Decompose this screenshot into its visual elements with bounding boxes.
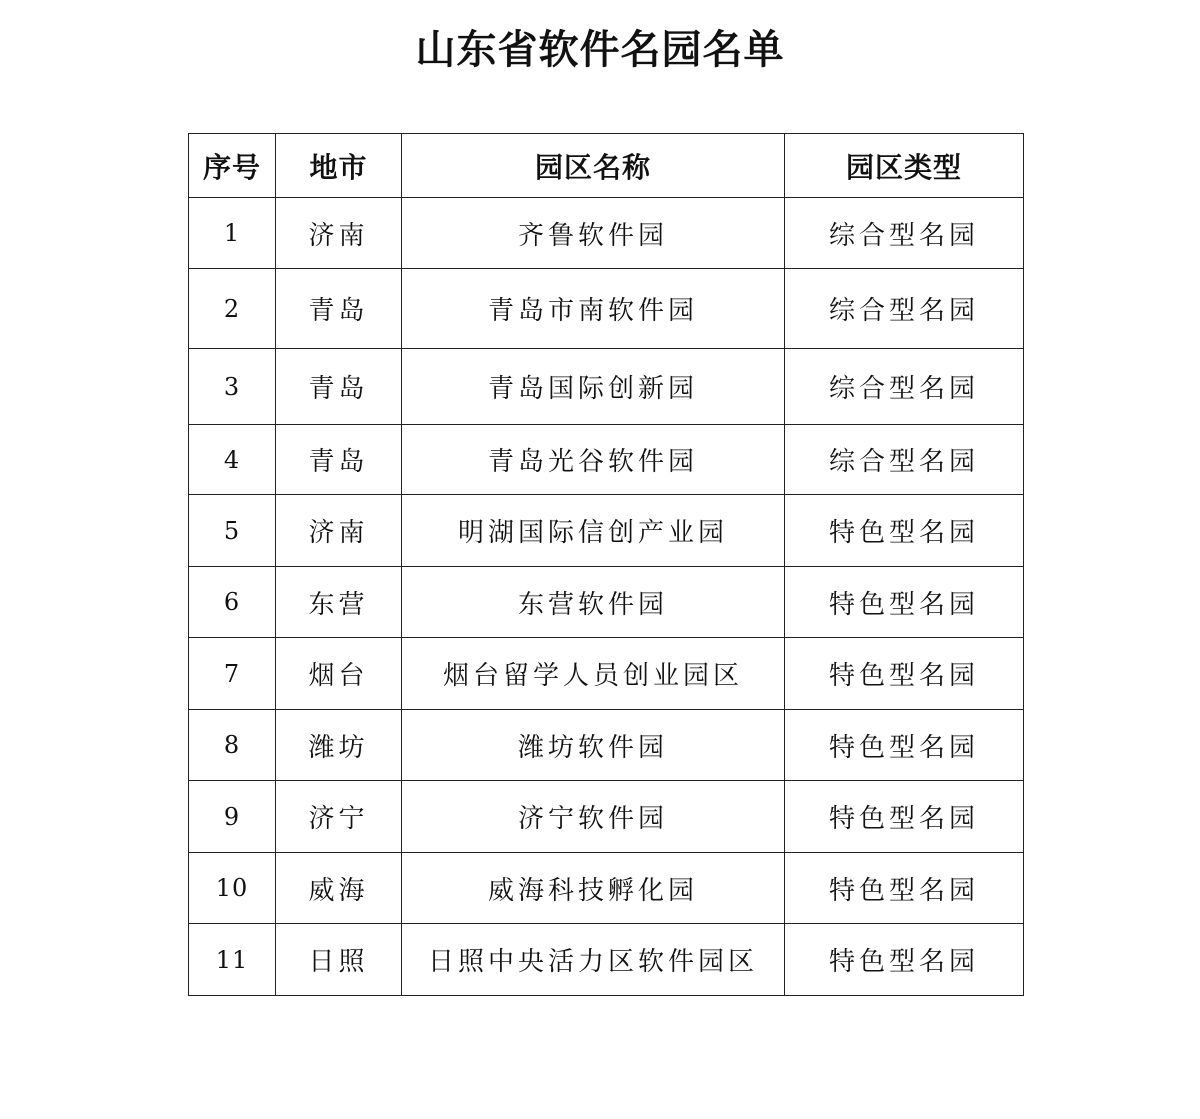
- cell-index: 6: [189, 567, 276, 638]
- table-row: [189, 198, 1024, 269]
- cell-city: 烟台: [276, 638, 402, 710]
- cell-city: 济南: [276, 495, 402, 567]
- table-row: [189, 781, 1024, 853]
- cell-index: 1: [189, 198, 276, 269]
- header-park-type: 园区类型: [785, 134, 1024, 198]
- cell-index: 9: [189, 781, 276, 853]
- park-list-table: [188, 133, 1024, 996]
- cell-city: 济宁: [276, 781, 402, 853]
- cell-city: 济南: [276, 198, 402, 269]
- page-title: 山东省软件名园名单: [415, 26, 785, 73]
- cell-index: 8: [189, 710, 276, 781]
- cell-index: 5: [189, 495, 276, 567]
- cell-park-name: 潍坊软件园: [402, 710, 785, 781]
- table-row: [189, 567, 1024, 638]
- header-index: 序号: [189, 134, 276, 198]
- cell-city: 日照: [276, 924, 402, 996]
- cell-park-type: 特色型名园: [785, 924, 1024, 996]
- cell-city: 威海: [276, 853, 402, 924]
- cell-index: 10: [189, 853, 276, 924]
- cell-index: 7: [189, 638, 276, 710]
- cell-index: 2: [189, 269, 276, 349]
- table-row: [189, 853, 1024, 924]
- cell-park-name: 青岛光谷软件园: [402, 425, 785, 495]
- cell-park-type: 特色型名园: [785, 781, 1024, 853]
- cell-park-type: 特色型名园: [785, 638, 1024, 710]
- cell-index: 3: [189, 349, 276, 425]
- cell-park-type: 特色型名园: [785, 853, 1024, 924]
- cell-park-type: 综合型名园: [785, 269, 1024, 349]
- cell-park-name: 日照中央活力区软件园区: [402, 924, 785, 996]
- cell-city: 青岛: [276, 349, 402, 425]
- table-row: [189, 924, 1024, 996]
- cell-park-type: 特色型名园: [785, 567, 1024, 638]
- cell-park-name: 东营软件园: [402, 567, 785, 638]
- cell-index: 4: [189, 425, 276, 495]
- cell-park-name: 齐鲁软件园: [402, 198, 785, 269]
- table-row: [189, 425, 1024, 495]
- table-row: [189, 710, 1024, 781]
- header-park-name: 园区名称: [402, 134, 785, 198]
- table-row: [189, 269, 1024, 349]
- cell-city: 青岛: [276, 269, 402, 349]
- cell-city: 潍坊: [276, 710, 402, 781]
- cell-city: 东营: [276, 567, 402, 638]
- table-row: [189, 349, 1024, 425]
- cell-city: 青岛: [276, 425, 402, 495]
- cell-park-name: 烟台留学人员创业园区: [402, 638, 785, 710]
- table-header-row: [189, 134, 1024, 198]
- cell-index: 11: [189, 924, 276, 996]
- cell-park-type: 综合型名园: [785, 425, 1024, 495]
- header-city: 地市: [276, 134, 402, 198]
- cell-park-type: 综合型名园: [785, 198, 1024, 269]
- cell-park-name: 威海科技孵化园: [402, 853, 785, 924]
- cell-park-name: 青岛国际创新园: [402, 349, 785, 425]
- cell-park-name: 济宁软件园: [402, 781, 785, 853]
- cell-park-type: 特色型名园: [785, 710, 1024, 781]
- cell-park-name: 明湖国际信创产业园: [402, 495, 785, 567]
- cell-park-name: 青岛市南软件园: [402, 269, 785, 349]
- table-row: [189, 638, 1024, 710]
- cell-park-type: 特色型名园: [785, 495, 1024, 567]
- table-row: [189, 495, 1024, 567]
- cell-park-type: 综合型名园: [785, 349, 1024, 425]
